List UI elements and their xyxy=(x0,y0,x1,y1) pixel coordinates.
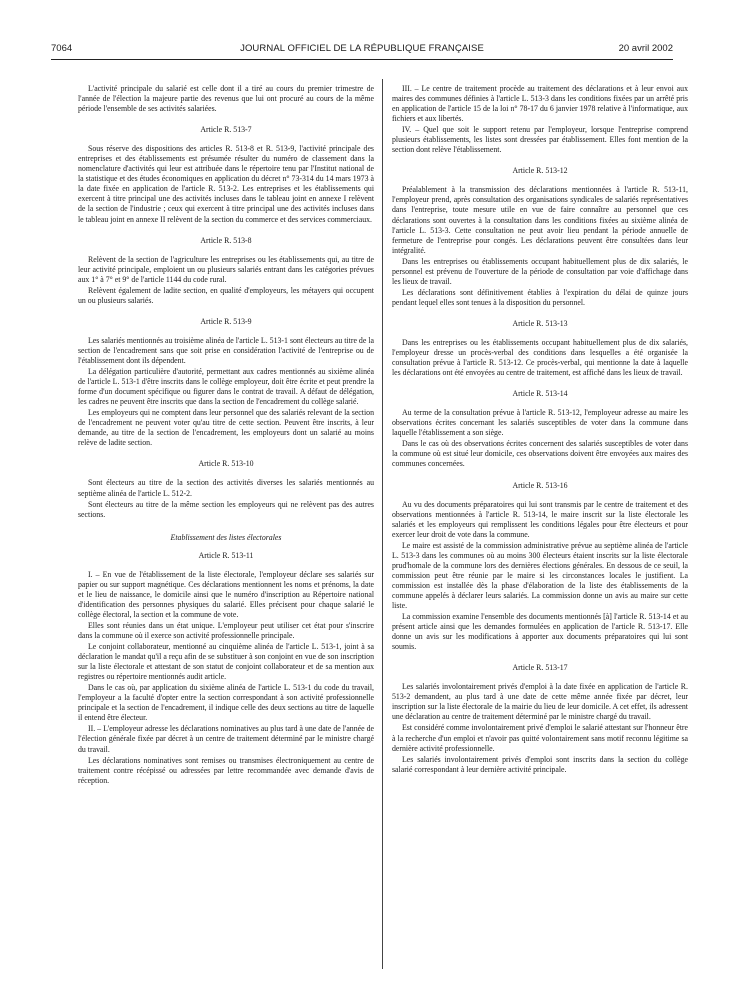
paragraph: Dans les entreprises ou établissements occupant habituellement plus de dix salariés, le personnel est prévenu de l'ouverture de la période de consultation par voie d'affichage dans les lieux de travail. xyxy=(392,256,688,286)
paragraph: Au vu des documents préparatoires qui lui sont transmis par le centre de traitement et des observations mentionnées à l'article R. 513-14, le maire inscrit sur la liste électorale les salariés et les employeurs qui remplissent les conditions légales pour être électeurs et pour exercer leur droit de vote dans la commune. xyxy=(392,499,688,539)
page-header xyxy=(51,41,673,57)
paragraph: Dans le cas où des observations écrites concernent des salariés susceptibles de voter dans la commune où est situé leur domicile, ces observations doivent être envoyées aux maires des communes concernées. xyxy=(392,439,688,469)
article-heading-r513-10: Article R. 513-10 xyxy=(198,459,254,469)
paragraph: Sont électeurs au titre de la même section les employeurs qui ne relèvent pas des autres sections. xyxy=(78,499,374,519)
paragraph: Les employeurs qui ne comptent dans leur personnel que des salariés relevant de la section de l'encadrement ne peuvent voter qu'au titre de cette section. Peuvent être inscrits, à leur demande, au titre de la section de l'encadrement, les employeurs dont un salarié au moins relève de ladite section. xyxy=(78,408,374,448)
article-heading-r513-11: Article R. 513-11 xyxy=(198,550,254,560)
paragraph: III. – Le centre de traitement procède au traitement des déclarations et à leur envoi aux maires des communes définies à l'article L. 513-3 dans les conditions fixées par un arrêté pris en application de l'article 15 de la loi n° 78-17 du 6 janvier 1978 relative à l'informatique, aux fichiers et aux libertés. xyxy=(392,84,688,124)
journal-title: JOURNAL OFFICIEL DE LA RÉPUBLIQUE FRANÇAISE xyxy=(240,43,484,54)
page-number: 7064 xyxy=(51,43,73,54)
paragraph: Elles sont réunies dans un état unique. L'employeur peut utiliser cet état pour s'inscrire dans la commune où il exerce son activité professionnelle principale. xyxy=(78,620,374,641)
paragraph: Les salariés involontairement privés d'emploi à la date fixée en application de l'article R. 513-2 demandent, au plus tard à une date de cette même année fixée par décret, leur inscription sur la liste électorale de la mairie du lieu de leur domicile. A cet effet, ils adressent une déclaration au centre de traitement déterminé par le ministre chargé du travail. xyxy=(392,682,688,722)
paragraph: Dans le cas où, par application du sixième alinéa de l'article L. 513-1 du code du travail, l'employeur a la faculté d'opter entre la section correspondant à son activité professionnelle principale et la section de l'encadrement, il indique celle des deux sections au titre de laquelle il entend être électeur. xyxy=(78,683,374,723)
paragraph: L'activité principale du salarié est celle dont il a tiré au cours du premier trimestre de l'année de l'élection la majeure partie des revenus que lui ont procuré au cours de la même période l'ensemble de ses activités salariées. xyxy=(78,84,374,114)
paragraph: Les salariés involontairement privés d'emploi sont inscrits dans la section du collège salarié correspondant à leur dernière activité principale. xyxy=(392,754,688,774)
paragraph: Sont électeurs au titre de la section des activités diverses les salariés mentionnés au septième alinéa de l'article L. 512-2. xyxy=(78,478,374,498)
paragraph: Préalablement à la transmission des déclarations mentionnées à l'article R. 513-11, l'employeur prend, après consultation des organisations syndicales de salariés représentatives dans l'entreprise, toute mesure utile en vue de faire connaître au personnel que ces déclarations sont ouvertes à la consultation dans les conditions fixées au sixième alinéa de l'article L. 513-3. Cette consultation ne peut avoir lieu pendant la période annuelle de fermeture de l'entreprise pour congés. Les déclarations peuvent être consultées dans leur intégralité. xyxy=(392,185,688,255)
paragraph: Sous réserve des dispositions des articles R. 513-8 et R. 513-9, l'activité principale des entreprises et des établissements est présumée résulter du numéro de classement dans la nomenclature d'activités qui leur est attribuée dans le répertoire tenu par l'Institut national de la statistique et des études économiques en application du décret n° 73-314 du 14 mars 1973 à la date fixée en application de l'article R. 513-2. Les entreprises et les établissements qui exercent à titre principal une des activités incluses dans le tableau joint en annexe I relèvent de la section de l'industrie ; ceux qui exercent à titre principal une des activités incluses dans le tableau joint en annexe II relèvent de la section du commerce et des services commerciaux. xyxy=(78,144,374,224)
article-heading-r513-16: Article R. 513-16 xyxy=(512,480,568,490)
paragraph: Les salariés mentionnés au troisième alinéa de l'article L. 513-1 sont électeurs au titre de la section de l'encadrement sans que soit prise en considération l'activité de l'entreprise ou de l'établissement dont ils dépendent. xyxy=(78,335,374,365)
column-divider xyxy=(382,79,383,969)
left-column xyxy=(78,84,374,786)
paragraph: IV. – Quel que soit le support retenu par l'employeur, lorsque l'entreprise comprend plusieurs établissements, les listes sont dressées par établissement. Elles font mention de la section dont relève l'établissement. xyxy=(392,125,688,155)
paragraph: Les déclarations sont définitivement établies à l'expiration du délai de quinze jours pendant lequel elles sont tenues à la disposition du personnel. xyxy=(392,287,688,307)
paragraph: Est considéré comme involontairement privé d'emploi le salarié attestant sur l'honneur être à la recherche d'un emploi et n'avoir pas quitté volontairement sans motif reconnu légitime sa dernière activité professionnelle. xyxy=(392,723,688,753)
paragraph: Les déclarations nominatives sont remises ou transmises électroniquement au centre de traitement contre récépissé ou adressées par lettre recommandée avec demande d'avis de réception. xyxy=(78,755,374,785)
article-heading-r513-13: Article R. 513-13 xyxy=(512,318,568,328)
paragraph: Relèvent également de ladite section, en qualité d'employeurs, les métayers qui occupent un ou plusieurs salariés. xyxy=(78,285,374,305)
paragraph: Relèvent de la section de l'agriculture les entreprises ou les établissements qui, au titre de leur activité principale, emploient un ou plusieurs salariés entrant dans les catégories prévues aux 1° à 7° et 9° de l'article 1144 du code rural. xyxy=(78,254,374,284)
paragraph: Le conjoint collaborateur, mentionné au cinquième alinéa de l'article L. 513-1, joint à sa déclaration le mandat qu'il a reçu afin de se substituer à son conjoint en vue de son inscription sur la liste électorale et attestant de son statut de conjoint collaborateur et de sa mention aux registres ou répertoire mentionnés audit article. xyxy=(78,642,374,682)
paragraph: Dans les entreprises ou les établissements occupant habituellement plus de dix salariés, l'employeur dresse un procès-verbal des conditions dans lesquelles a été organisée la consultation prévue à l'article R. 513-12. Ce procès-verbal, qui mentionne la date à laquelle les déclarations ont été envoyées au centre de traitement, est affiché dans les lieux de travail. xyxy=(392,337,688,378)
paragraph: I. – En vue de l'établissement de la liste électorale, l'employeur déclare ses salariés sur papier ou sur support magnétique. Ces déclarations mentionnent les noms et prénoms, la date et le lieu de naissance, le domicile ainsi que le numéro d'inscription au Répertoire national d'identification des personnes physiques du salarié. Elles précisent pour chaque salarié le collège électoral, la section et la commune de vote. xyxy=(78,569,374,619)
article-heading-r513-12: Article R. 513-12 xyxy=(512,166,568,176)
paragraph: II. – L'employeur adresse les déclarations nominatives au plus tard à une date de l'année de l'élection générale fixée par décret à un centre de traitement déterminé par le ministre chargé du travail. xyxy=(78,724,374,754)
paragraph: Au terme de la consultation prévue à l'article R. 513-12, l'employeur adresse au maire les observations écrites concernant les salariés susceptibles de voter dans la commune dans laquelle l'établissement a son siège. xyxy=(392,408,688,438)
publication-date: 20 avril 2002 xyxy=(618,43,673,54)
article-heading-r513-17: Article R. 513-17 xyxy=(512,663,568,673)
article-heading-r513-9: Article R. 513-9 xyxy=(200,316,252,326)
paragraph: La délégation particulière d'autorité, permettant aux cadres mentionnés au sixième alinéa de l'article L. 513-1 d'être inscrits dans le collège employeur, doit être écrite et peut prendre la forme d'un document spécifique ou figurer dans le contrat de travail. A défaut de délégation, les cadres ne peuvent être inscrits que dans la section de l'encadrement du collège salarié. xyxy=(78,367,374,407)
section-heading-etablissement: Etablissement des listes électorales xyxy=(170,532,282,542)
paragraph: Le maire est assisté de la commission administrative prévue au septième alinéa de l'article L. 513-3 dans les communes où au moins 300 électeurs étaient inscrits sur la liste électorale prud'homale de la commune lors des dernières élections générales. En dessous de ce seuil, la commission peut être réunie par le maire si les circonstances locales le justifient. La commission est installée dès la phase d'élaboration de la liste des établissements de la commune appelés à déclarer leurs salariés. La commission donne un avis au maire sur cette liste. xyxy=(392,540,688,611)
header-rule xyxy=(51,59,673,60)
article-heading-r513-8: Article R. 513-8 xyxy=(200,235,252,245)
paragraph: La commission examine l'ensemble des documents mentionnés [à] l'article R. 513-14 et au présent article ainsi que les demandes formulées en application de l'article R. 513-17. Elle donne un avis sur les modifications à apporter aux documents préparatoires qui lui sont soumis. xyxy=(392,612,688,652)
article-heading-r513-14: Article R. 513-14 xyxy=(512,389,568,399)
right-column xyxy=(392,84,688,775)
article-heading-r513-7: Article R. 513-7 xyxy=(200,125,252,135)
